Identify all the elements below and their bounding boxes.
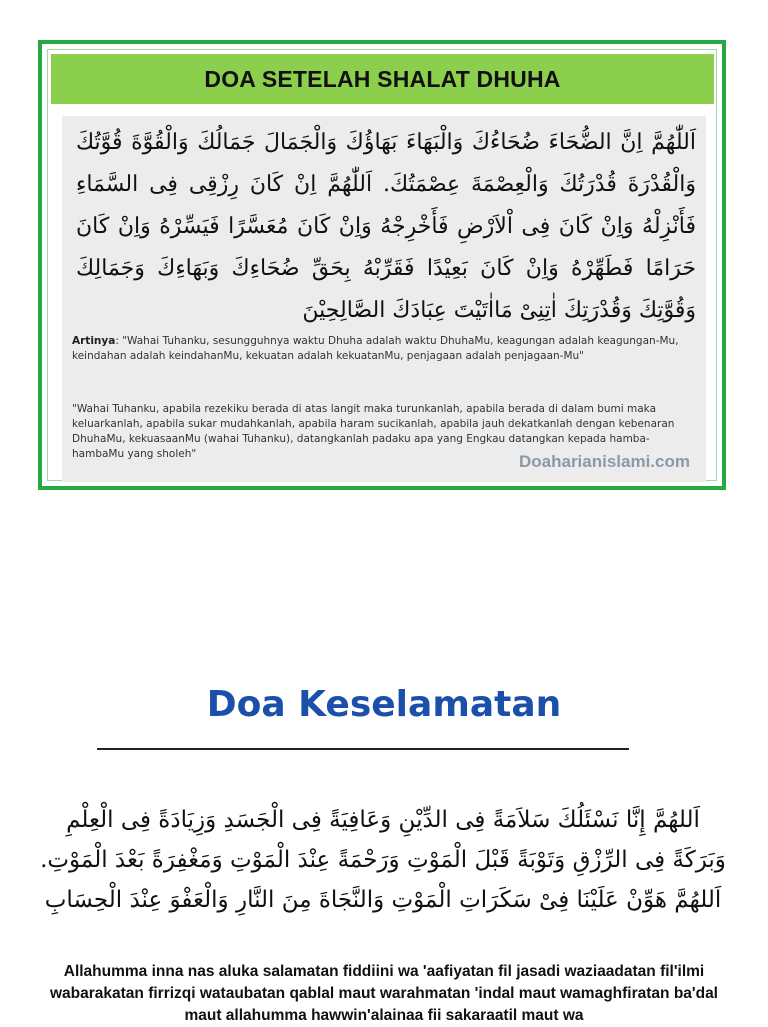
card-text-panel xyxy=(62,116,706,482)
artinya-label: Artinya xyxy=(72,335,116,347)
artinya-text: : "Wahai Tuhanku, sesungguhnya waktu Dhuha adalah waktu DhuhaMu, keagungan adalah keagungan-Mu, keindahan adalah keindahanMu, kekuatan adalah kekuatanMu, penjagaan adalah penjagaan-Mu" xyxy=(72,335,679,362)
dhuha-arabic-text: اَللّٰهُمَّ اِنَّ الضُّحَاءَ ضُحَاءُكَ وَالْبَهَاءَ بَهَاؤُكَ وَالْجَمَالَ جَمَالُكَ وَالْقُوَّةَ قُوَّتُكَ وَالْقُدْرَةَ قُدْرَتُكَ وَالْعِصْمَةَ عِصْمَتُكَ. اَللّٰهُمَّ اِنْ كَانَ رِزْقِى فِى السَّمَاءِ فَأَنْزِلْهُ وَاِنْ كَانَ فِى اْلاَرْضِ فَأَخْرِجْهُ وَاِنْ كَانَ مُعَسَّرًا فَيَسِّرْهُ وَاِنْ كَانَ حَرَامًا فَطَهِّرْهُ وَاِنْ كَانَ بَعِيْدًا فَقَرِّبْهُ بِحَقِّ ضُحَاءِكَ وَبَهَاءِكَ وَجَمَالِكَ وَقُوَّتِكَ وَقُدْرَتِكَ اٰتِنِىْ مَااٰتَيْتَ عِبَادَكَ الصَّالِحِيْنَ xyxy=(76,130,696,323)
site-watermark: Doaharianislami.com xyxy=(518,452,690,471)
keselamatan-latin-text: Allahumma inna nas aluka salamatan fiddiini wa 'aafiyatan fil jasadi waziaadatan fil'ilmi wabarakatan firrizqi wataubatan qablal maut warahmatan 'indal maut wamaghfiratan ba'dal maut allahumma hawwin'alainaa fii sakaraatil maut wa xyxy=(49,963,718,1024)
keselamatan-arabic-text: اَللهُمَّ إِنَّا نَسْئَلُكَ سَلاَمَةً فِى الدِّيْنِ وَعَافِيَةً فِى الْجَسَدِ وَزِيَادَةً فِى الْعِلْمِ وَبَرَكَةً فِى الرِّزْقِ وَتَوْبَةً قَبْلَ الْمَوْتِ وَرَحْمَةً عِنْدَ الْمَوْتِ وَمَغْفِرَةً بَعْدَ الْمَوْتِ. اَللهُمَّ هَوِّنْ عَلَيْنَا فِىْ سَكَرَاتِ الْمَوْتِ وَالنَّجَاةَ مِنَ النَّارِ وَالْعَفْوَ عِنْدَ الْحِسَابِ xyxy=(40,807,726,913)
artinya-paragraph-2: "Wahai Tuhanku, apabila rezekiku berada di atas langit maka turunkanlah, apabila berada di dalam bumi maka keluarkanlah, apabila sukar mudahkanlah, apabila haram sucikanlah, apabila jauh dekatkanlah dengan kebenaran DhuhaMu, kekuasaanMu (wahai Tuhanku), datangkanlah padaku apa yang Engkau datangkan kepada hamba-hambaMu yang sholeh" xyxy=(72,403,675,460)
card-title-banner xyxy=(51,54,714,104)
heading-divider xyxy=(97,748,629,750)
artinya-paragraph xyxy=(72,334,698,364)
section-heading: Doa Keselamatan xyxy=(206,684,562,725)
card-title: DOA SETELAH SHALAT DHUHA xyxy=(204,65,561,92)
prayer-image-card xyxy=(38,40,726,490)
